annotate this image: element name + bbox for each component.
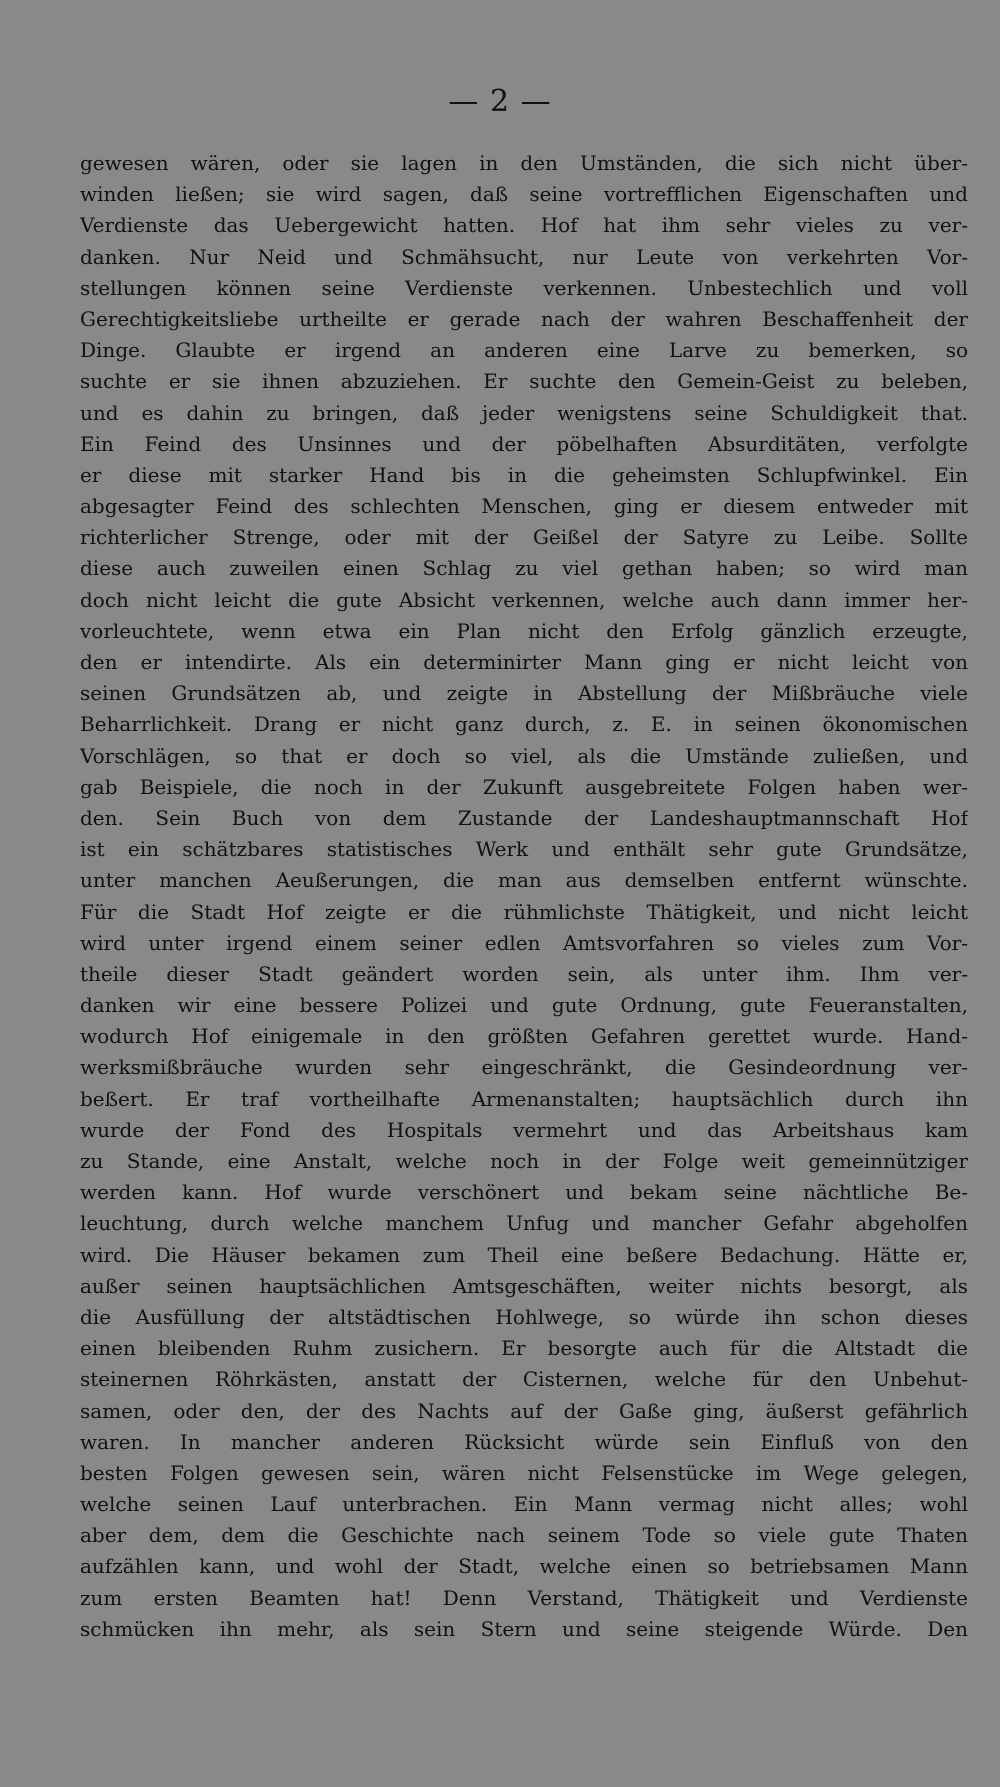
text-line: einen bleibenden Ruhm zusichern. Er besorgte auch für die Altstadt die <box>80 1336 968 1361</box>
text-line: außer seinen hauptsächlichen Amtsgeschäften, weiter nichts besorgt, als <box>80 1273 968 1298</box>
text-line: werden kann. Hof wurde verschönert und bekam seine nächtliche Be- <box>80 1180 968 1205</box>
text-line: zu Stande, eine Anstalt, welche noch in der Folge weit gemeinnütziger <box>80 1149 968 1173</box>
text-line: aufzählen kann, und wohl der Stadt, welche einen so betriebsamen Mann <box>80 1554 968 1579</box>
text-line: diese auch zuweilen einen Schlag zu viel gethan haben; so wird man <box>80 556 968 581</box>
text-line: richterlicher Strenge, oder mit der Geißel der Satyre zu Leibe. Sollte <box>80 525 968 550</box>
text-line: wurde der Fond des Hospitals vermehrt und das Arbeitshaus kam <box>80 1117 968 1142</box>
text-line: theile dieser Stadt geändert worden sein, als unter ihm. Ihm ver- <box>80 961 968 986</box>
text-line: schmücken ihn mehr, als sein Stern und seine steigende Würde. Den <box>80 1616 968 1641</box>
text-line: zum ersten Beamten hat! Denn Verstand, Thätigkeit und Verdienste <box>80 1585 968 1610</box>
text-line: steinernen Röhrkästen, anstatt der Cisternen, welche für den Unbehut- <box>80 1367 968 1392</box>
text-line: die Ausfüllung der altstädtischen Hohlwege, so würde ihn schon dieses <box>80 1304 968 1329</box>
text-line: Ein Feind des Unsinnes und der pöbelhaften Absurditäten, verfolgte <box>80 431 968 456</box>
text-line: gewesen wären, oder sie lagen in den Umständen, die sich nicht über- <box>80 151 968 175</box>
text-line: welche seinen Lauf unterbrachen. Ein Mann vermag nicht alles; wohl <box>80 1492 968 1517</box>
text-line: beßert. Er traf vortheilhafte Armenanstalten; hauptsächlich durch ihn <box>80 1086 968 1111</box>
text-line: Für die Stadt Hof zeigte er die rühmlichste Thätigkeit, und nicht leicht <box>80 899 968 924</box>
text-line: den er intendirte. Als ein determinirter Mann ging er nicht leicht von <box>80 650 968 674</box>
text-line: werksmißbräuche wurden sehr eingeschränkt, die Gesindeordnung ver- <box>80 1055 968 1080</box>
text-line: suchte er sie ihnen abzuziehen. Er suchte den Gemein-Geist zu beleben, <box>80 369 968 394</box>
text-line: waren. In mancher anderen Rücksicht würde sein Einfluß von den <box>80 1429 968 1454</box>
text-line: doch nicht leicht die gute Absicht verkennen, welche auch dann immer her- <box>80 587 968 612</box>
text-line: danken wir eine bessere Polizei und gute Ordnung, gute Feueranstalten, <box>80 993 968 1018</box>
body-text <box>80 148 968 1645</box>
text-line: wird unter irgend einem seiner edlen Amtsvorfahren so vieles zum Vor- <box>80 930 968 955</box>
text-line: Vorschlägen, so that er doch so viel, als die Umstände zuließen, und <box>80 743 968 768</box>
text-line: abgesagter Feind des schlechten Menschen, ging er diesem entweder mit <box>80 494 968 519</box>
text-line: leuchtung, durch welche manchem Unfug und mancher Gefahr abgeholfen <box>80 1211 968 1236</box>
text-line: aber dem, dem die Geschichte nach seinem Tode so viele gute Thaten <box>80 1523 968 1548</box>
text-line: Dinge. Glaubte er irgend an anderen eine Larve zu bemerken, so <box>80 338 968 363</box>
text-line: samen, oder den, der des Nachts auf der Gaße ging, äußerst gefährlich <box>80 1398 968 1423</box>
text-line: wird. Die Häuser bekamen zum Theil eine beßere Bedachung. Hätte er, <box>80 1242 968 1267</box>
text-line: wodurch Hof einigemale in den größten Gefahren gerettet wurde. Hand- <box>80 1024 968 1049</box>
text-line: Gerechtigkeitsliebe urtheilte er gerade nach der wahren Beschaffenheit der <box>80 306 968 331</box>
text-line: danken. Nur Neid und Schmähsucht, nur Leute von verkehrten Vor- <box>80 244 968 269</box>
text-line: Beharrlichkeit. Drang er nicht ganz durch, z. E. in seinen ökonomischen <box>80 712 968 737</box>
text-line: den. Sein Buch von dem Zustande der Landeshauptmannschaft Hof <box>80 805 968 830</box>
text-line: Verdienste das Uebergewicht hatten. Hof hat ihm sehr vieles zu ver- <box>80 213 968 238</box>
text-line: seinen Grundsätzen ab, und zeigte in Abstellung der Mißbräuche viele <box>80 681 968 706</box>
text-line: winden ließen; sie wird sagen, daß seine vortrefflichen Eigenschaften und <box>80 182 968 207</box>
text-line: er diese mit starker Hand bis in die geheimsten Schlupfwinkel. Ein <box>80 462 968 487</box>
page-number: — 2 — <box>448 84 552 119</box>
text-line: stellungen können seine Verdienste verkennen. Unbestechlich und voll <box>80 275 968 300</box>
text-line: gab Beispiele, die noch in der Zukunft ausgebreitete Folgen haben wer- <box>80 774 968 799</box>
text-line: ist ein schätzbares statistisches Werk und enthält sehr gute Grundsätze, <box>80 837 968 862</box>
text-line: besten Folgen gewesen sein, wären nicht Felsenstücke im Wege gelegen, <box>80 1460 968 1485</box>
text-line: vorleuchtete, wenn etwa ein Plan nicht den Erfolg gänzlich erzeugte, <box>80 618 968 643</box>
text-line: unter manchen Aeußerungen, die man aus demselben entfernt wünschte. <box>80 868 968 893</box>
text-line: und es dahin zu bringen, daß jeder wenigstens seine Schuldigkeit that. <box>80 400 968 425</box>
